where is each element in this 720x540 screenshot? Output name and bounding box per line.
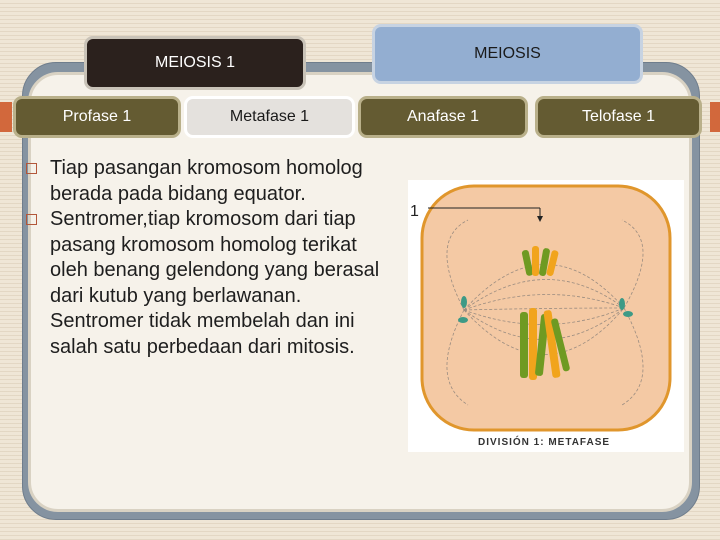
tab-metafase-1[interactable] <box>184 96 355 138</box>
bullet-item <box>26 207 396 360</box>
tab-profase-1[interactable] <box>13 96 181 138</box>
bullet-list <box>26 156 396 360</box>
tab-anafase-1-label: Anafase 1 <box>406 108 480 125</box>
tab-anafase-1[interactable] <box>358 96 528 138</box>
left-accent-bar <box>0 102 12 132</box>
metaphase-diagram <box>408 180 684 452</box>
bullet-square-icon <box>26 163 37 174</box>
tab-metafase-1-label: Metafase 1 <box>229 108 310 125</box>
tab-meiosis-1-label: MEIOSIS 1 <box>154 54 236 71</box>
tab-telofase-1[interactable] <box>535 96 702 138</box>
right-accent-bar <box>710 102 720 132</box>
diagram-caption: DIVISIÓN 1: METAFASE <box>478 437 611 448</box>
bullet-item <box>26 156 396 207</box>
cell-body <box>422 186 670 430</box>
tab-meiosis-1[interactable] <box>84 36 306 90</box>
bullet-text: Tiap pasangan kromosom homolog berada pada bidang equator. <box>50 157 363 205</box>
tab-profase-1-label: Profase 1 <box>62 108 132 125</box>
tab-telofase-1-label: Telofase 1 <box>582 108 655 125</box>
label-number: 1 <box>410 203 419 220</box>
metaphase-illustration <box>408 180 684 452</box>
bullet-text: Sentromer,tiap kromosom dari tiap pasang kromosom homolog terikat oleh benang gelendong yang berasal dari kutub yang berlawanan. Sentromer tidak membelah dan ini salah satu perbedaan dari mitosis. <box>50 208 380 358</box>
tab-meiosis[interactable] <box>372 24 643 84</box>
bullet-square-icon <box>26 214 37 225</box>
tab-meiosis-label: MEIOSIS <box>474 45 541 62</box>
